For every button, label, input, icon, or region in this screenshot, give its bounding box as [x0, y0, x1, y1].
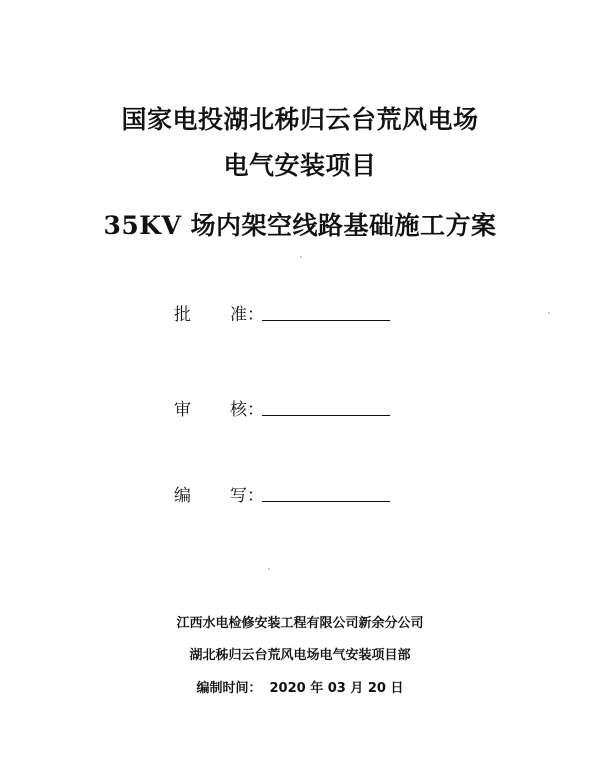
review-signature-line	[262, 415, 390, 416]
footer-date	[0, 677, 600, 696]
title-plan-name: 35KV 场内架空线路基础施工方案	[103, 211, 497, 240]
scan-speck	[548, 312, 550, 314]
scan-speck	[300, 256, 302, 258]
author-label-char2: 写：	[230, 486, 264, 506]
footer-company: 江西水电检修安装工程有限公司新余分公司	[176, 616, 424, 631]
approval-label-char1: 批	[174, 305, 191, 325]
author-signature-line	[262, 501, 390, 502]
scan-speck	[268, 568, 270, 570]
approval-signature-line	[262, 320, 390, 321]
approval-label-char2: 准：	[230, 305, 264, 325]
title-project-name: 国家电投湖北秭归云台荒风电场	[121, 105, 479, 134]
review-label-char1: 审	[174, 400, 191, 420]
review-label-char2: 核：	[230, 400, 264, 420]
footer-date-value: 2020 年 03 月 20 日	[269, 681, 404, 696]
title-project-subtitle: 电气安装项目	[223, 151, 377, 180]
footer-department: 湖北秭归云台荒风电场电气安装项目部	[189, 648, 411, 663]
author-label-char1: 编	[174, 486, 191, 506]
footer-date-label: 编制时间：	[196, 681, 262, 696]
